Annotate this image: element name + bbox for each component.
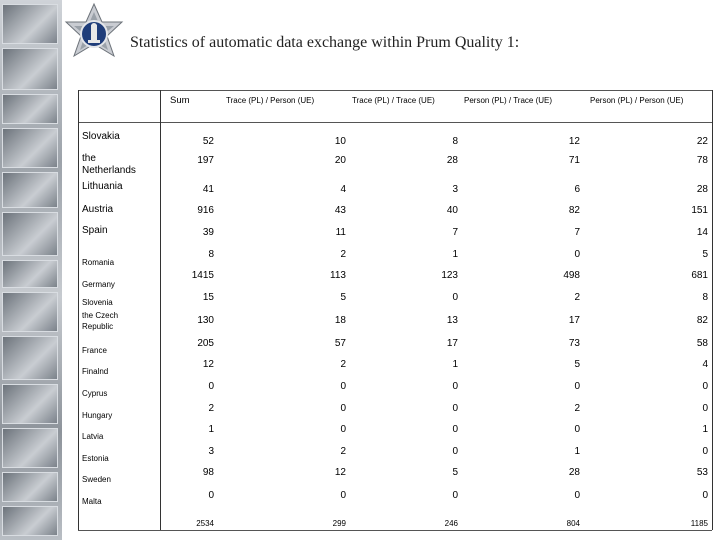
table-cell-c4: 0: [702, 381, 708, 392]
table-cell-c2: 13: [446, 315, 458, 326]
table-cell-c4: 58: [696, 338, 708, 349]
table-cell-c1: 2: [340, 359, 346, 370]
table-cell-c3: 2: [574, 403, 580, 414]
country-label: the Netherlands: [82, 153, 136, 176]
table-cell-c4: 82: [696, 315, 708, 326]
vials-photo: [2, 260, 58, 288]
dna-photo: [2, 212, 58, 256]
total-cell-c2: 246: [444, 519, 458, 528]
header-person-trace: Person (PL) / Trace (UE): [464, 96, 553, 105]
table-cell-c3: 28: [568, 467, 580, 478]
table-cell-c2: 7: [452, 227, 458, 238]
country-label: Austria: [82, 204, 114, 215]
table-cell-c1: 2: [340, 446, 346, 457]
country-label: Germany: [82, 280, 115, 289]
table-cell-c2: 17: [446, 338, 458, 349]
laptop-photo: [2, 172, 58, 208]
table-cell-c1: 0: [340, 424, 346, 435]
lab-photo: [2, 384, 58, 424]
table-cell-c2: 0: [452, 292, 458, 303]
table-cell-c3: 5: [574, 359, 580, 370]
table-cell-c4: 0: [702, 403, 708, 414]
country-label: Romania: [82, 258, 115, 267]
table-cell-c1: 11: [335, 227, 346, 238]
total-cell-c1: 299: [332, 519, 346, 528]
country-label: Latvia: [82, 432, 104, 441]
table-cell-c4: 28: [696, 184, 708, 195]
table-cell-c3: 12: [568, 136, 580, 147]
lab-photo: [2, 94, 58, 124]
table-cell-sum: 1415: [191, 270, 214, 281]
equipment-photo: [2, 336, 58, 380]
table-cell-c1: 4: [340, 184, 346, 195]
table-cell-sum: 39: [202, 227, 214, 238]
table-bottom-border: [78, 530, 712, 531]
table-cell-c4: 8: [702, 292, 708, 303]
table-cell-c2: 0: [452, 446, 458, 457]
table-cell-c2: 1: [452, 359, 458, 370]
country-label: Lithuania: [82, 181, 123, 192]
table-cell-c3: 0: [574, 381, 580, 392]
table-cell-c1: 0: [340, 381, 346, 392]
table-cell-c2: 8: [452, 136, 458, 147]
table-cell-c3: 7: [574, 227, 580, 238]
header-trace-trace: Trace (PL) / Trace (UE): [352, 96, 435, 105]
table-cell-c4: 22: [696, 136, 708, 147]
table-cell-c2: 3: [452, 184, 458, 195]
table-cell-c3: 82: [568, 205, 580, 216]
table-cell-c2: 0: [452, 381, 458, 392]
table-cell-c4: 53: [696, 467, 708, 478]
table-cell-sum: 2: [208, 403, 214, 414]
country-label: Cyprus: [82, 389, 108, 398]
country-label: Spain: [82, 225, 108, 236]
lab-photo: [2, 506, 58, 536]
table-cell-c3: 0: [574, 490, 580, 501]
lab-photo: [2, 428, 58, 468]
table-cell-c4: 151: [691, 205, 708, 216]
table-cell-c1: 12: [334, 467, 346, 478]
page-title: Statistics of automatic data exchange within Prum Quality 1:: [130, 34, 520, 51]
table-cell-sum: 12: [202, 359, 214, 370]
table-cell-c2: 0: [452, 490, 458, 501]
country-label: Sweden: [82, 475, 111, 484]
table-cell-c4: 0: [702, 446, 708, 457]
table-cell-c3: 498: [563, 270, 580, 281]
table-cell-sum: 1: [208, 424, 214, 435]
country-label: Estonia: [82, 454, 109, 463]
table-cell-c4: 1: [702, 424, 708, 435]
microscope-photo: [2, 128, 58, 168]
table-cell-c3: 71: [568, 155, 580, 166]
police-star-emblem: [62, 2, 126, 76]
total-cell-c4: 1185: [690, 519, 708, 528]
table-cell-sum: 916: [197, 205, 214, 216]
table-cell-c1: 10: [334, 136, 346, 147]
header-person-person: Person (PL) / Person (UE): [590, 96, 684, 105]
table-cell-c3: 1: [574, 446, 580, 457]
table-cell-c4: 14: [696, 227, 708, 238]
table-cell-sum: 3: [208, 446, 214, 457]
table-cell-sum: 197: [197, 155, 214, 166]
lab-photo: [2, 4, 58, 44]
table-cell-sum: 98: [202, 467, 214, 478]
header-sum: Sum: [170, 95, 190, 106]
table-cell-sum: 52: [202, 136, 214, 147]
table-header-border: [78, 122, 712, 123]
table-cell-c1: 113: [330, 270, 346, 281]
table-cell-sum: 0: [208, 381, 214, 392]
scientist-photo: [2, 292, 58, 332]
table-cell-c2: 0: [452, 424, 458, 435]
table-cell-c1: 0: [340, 490, 346, 501]
table-cell-c2: 28: [446, 155, 458, 166]
header-trace-person: Trace (PL) / Person (UE): [226, 96, 315, 105]
table-cell-c1: 20: [334, 155, 346, 166]
table-cell-sum: 8: [208, 249, 214, 260]
country-label: Malta: [82, 497, 102, 506]
table-cell-sum: 205: [197, 338, 214, 349]
total-cell-sum: 2534: [196, 519, 214, 528]
lab-photo: [2, 472, 58, 502]
table-cell-c4: 78: [696, 155, 708, 166]
table-cell-c1: 57: [334, 338, 346, 349]
country-label: Slovenia: [82, 298, 113, 307]
table-cell-c2: 123: [441, 270, 458, 281]
country-label: Finalnd: [82, 367, 109, 376]
table-cell-c3: 2: [574, 292, 580, 303]
table-cell-sum: 130: [197, 315, 214, 326]
table-cell-c1: 43: [334, 205, 346, 216]
table-cell-sum: 0: [208, 490, 214, 501]
table-column-border: [78, 90, 79, 530]
country-label: Hungary: [82, 411, 113, 420]
table-cell-c1: 2: [340, 249, 346, 260]
table-cell-c3: 6: [574, 184, 580, 195]
table-cell-c2: 5: [452, 467, 458, 478]
table-cell-sum: 41: [202, 184, 214, 195]
table-cell-c2: 1: [452, 249, 458, 260]
table-cell-c3: 73: [568, 338, 580, 349]
table-cell-c2: 40: [446, 205, 458, 216]
table-cell-c4: 681: [691, 270, 708, 281]
table-cell-c4: 0: [702, 490, 708, 501]
country-label: Slovakia: [82, 131, 120, 142]
table-cell-c1: 5: [340, 292, 346, 303]
table-cell-sum: 15: [202, 292, 214, 303]
table-cell-c3: 0: [574, 249, 580, 260]
total-cell-c3: 804: [566, 519, 580, 528]
country-label: the Czech Republic: [82, 311, 119, 331]
lab-photo: [2, 48, 58, 90]
table-cell-c2: 0: [452, 403, 458, 414]
decorative-sidebar: [0, 0, 62, 540]
country-label: France: [82, 346, 107, 355]
table-cell-c3: 17: [568, 315, 580, 326]
table-cell-c4: 4: [702, 359, 708, 370]
table-cell-c3: 0: [574, 424, 580, 435]
table-cell-c4: 5: [702, 249, 708, 260]
table-column-border: [712, 90, 713, 530]
table-cell-c1: 18: [334, 315, 346, 326]
table-cell-c1: 0: [340, 403, 346, 414]
table-top-border: [78, 90, 712, 91]
